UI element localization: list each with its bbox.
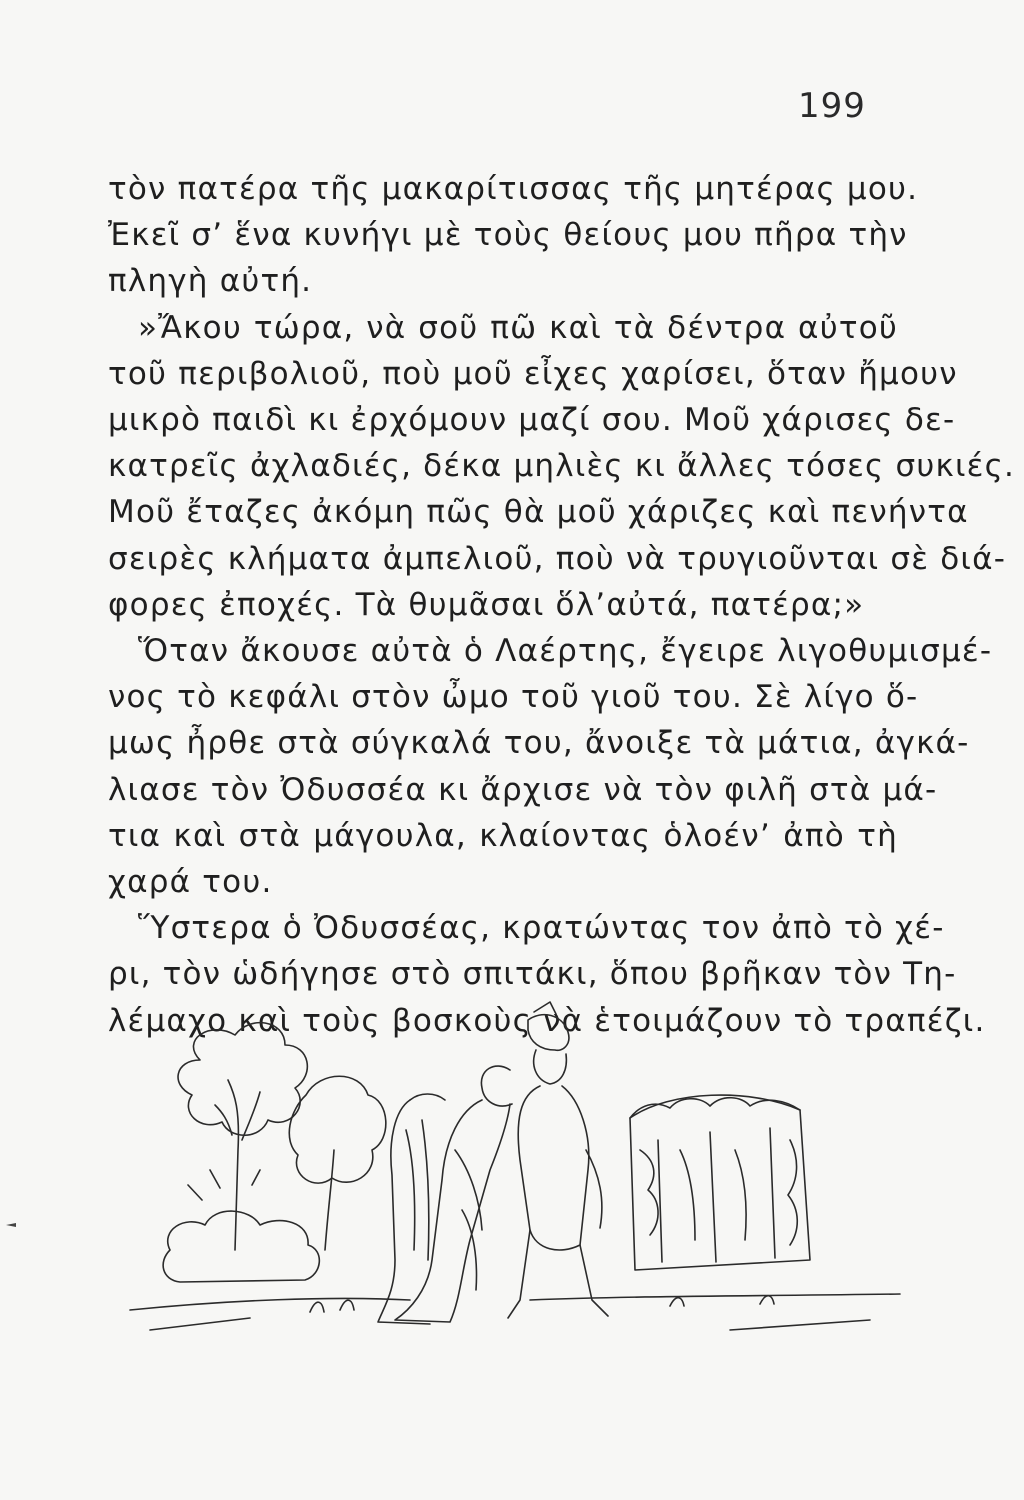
- text-line: μικρὸ παιδὶ κι ἐρχόμουν μαζί σου. Μοῦ χάρισες δε-: [108, 402, 956, 439]
- text-line: Ὕστερα ὁ Ὀδυσσέας, κρατώντας τον ἀπὸ τὸ χέ-: [138, 910, 945, 947]
- text-line: τὸν πατέρα τῆς μακαρίτισσας τῆς μητέρας μου.: [108, 171, 919, 207]
- text-line: σειρὲς κλήματα ἀμπελιοῦ, ποὺ νὰ τρυγιοῦνται σὲ διά-: [108, 540, 1007, 577]
- figures-drawing: [378, 1002, 608, 1324]
- text-line: πληγὴ αὐτή.: [108, 263, 313, 300]
- margin-mark: [6, 1222, 16, 1228]
- body-text: [108, 166, 1016, 1044]
- tree-drawing: [163, 1023, 386, 1282]
- text-line: λιασε τὸν Ὀδυσσέα κι ἄρχισε νὰ τὸν φιλῆ στὰ μά-: [108, 771, 938, 808]
- text-line: τια καὶ στὰ μάγουλα, κλαίοντας ὁλοέν’ ἀπὸ τὴ: [108, 817, 898, 854]
- text-line: νος τὸ κεφάλι στὸν ὦμο τοῦ γιοῦ του. Σὲ λίγο ὅ-: [108, 679, 919, 716]
- text-line: χαρά του.: [108, 864, 273, 901]
- ground-line: [130, 1294, 900, 1330]
- text-line: φορες ἐποχές. Τὰ θυμᾶσαι ὅλ’αὐτά, πατέρα;»: [108, 586, 865, 623]
- text-line: Μοῦ ἔταζες ἀκόμη πῶς θὰ μοῦ χάριζες καὶ πενήντα: [108, 494, 969, 531]
- illustration-embrace-scene: [108, 1000, 986, 1390]
- arbor-drawing: [630, 1095, 810, 1270]
- text-line: τοῦ περιβολιοῦ, ποὺ μοῦ εἶχες χαρίσει, ὅταν ἤμουν: [108, 355, 958, 392]
- text-line: ρι, τὸν ὡδήγησε στὸ σπιτάκι, ὅπου βρῆκαν τὸν Τη-: [108, 956, 957, 993]
- text-line: Ἐκεῖ σ’ ἕνα κυνήγι μὲ τοὺς θείους μου πῆρα τὴν: [108, 217, 908, 254]
- text-line: λέμαχο καὶ τοὺς βοσκοὺς νὰ ἑτοιμάζουν τὸ τραπέζι.: [108, 1002, 986, 1039]
- text-line: »Ἄκου τώρα, νὰ σοῦ πῶ καὶ τὰ δέντρα αὐτοῦ: [138, 309, 898, 346]
- text-line: Ὅταν ἄκουσε αὐτὰ ὁ Λαέρτης, ἔγειρε λιγοθυμισμέ-: [138, 633, 993, 670]
- text-line: μως ἦρθε στὰ σύγκαλά του, ἄνοιξε τὰ μάτια, ἀγκά-: [108, 725, 970, 762]
- page-number: 199: [798, 86, 866, 126]
- text-line: κατρεῖς ἀχλαδιές, δέκα μηλιὲς κι ἄλλες τόσες συκιές.: [108, 448, 1016, 485]
